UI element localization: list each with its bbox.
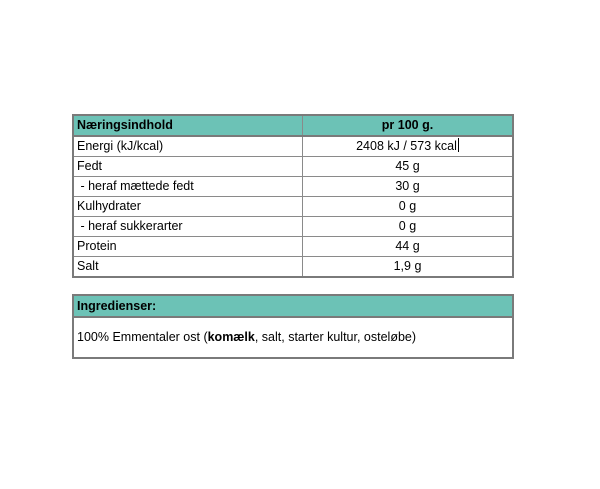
ingredients-text-start: 100% Emmentaler ost ( bbox=[77, 330, 208, 344]
ingredients-allergen: komælk bbox=[207, 330, 255, 344]
nutrition-table bbox=[72, 114, 514, 278]
nutrition-row-label: Protein bbox=[73, 237, 303, 257]
nutrition-row-label: - heraf sukkerarter bbox=[73, 217, 303, 237]
nutrition-header-label: Næringsindhold bbox=[73, 115, 303, 136]
nutrition-row-value: 45 g bbox=[303, 157, 514, 177]
nutrition-row-fat bbox=[73, 157, 513, 177]
ingredients-header: Ingredienser: bbox=[74, 296, 512, 318]
ingredients-text bbox=[74, 318, 512, 357]
nutrition-row-protein bbox=[73, 237, 513, 257]
nutrition-row-label: - heraf mættede fedt bbox=[73, 177, 303, 197]
nutrition-row-value: 2408 kJ / 573 kcal bbox=[356, 139, 457, 153]
nutrition-row-saturated-fat bbox=[73, 177, 513, 197]
ingredients-text-end: , salt, starter kultur, osteløbe) bbox=[254, 330, 417, 344]
nutrition-row-value-cell[interactable] bbox=[303, 136, 514, 157]
nutrition-header-row bbox=[73, 115, 513, 136]
nutrition-row-label: Fedt bbox=[73, 157, 303, 177]
nutrition-row-label: Energi (kJ/kcal) bbox=[73, 136, 303, 157]
nutrition-row-salt bbox=[73, 257, 513, 278]
nutrition-row-label: Kulhydrater bbox=[73, 197, 303, 217]
ingredients-box bbox=[72, 294, 514, 359]
nutrition-row-carbohydrates bbox=[73, 197, 513, 217]
nutrition-row-label: Salt bbox=[73, 257, 303, 278]
nutrition-row-value: 1,9 g bbox=[303, 257, 514, 278]
nutrition-header-value: pr 100 g. bbox=[303, 115, 514, 136]
nutrition-row-value: 0 g bbox=[303, 217, 514, 237]
nutrition-row-value: 0 g bbox=[303, 197, 514, 217]
text-cursor bbox=[458, 138, 459, 152]
nutrition-row-value: 44 g bbox=[303, 237, 514, 257]
nutrition-row-energy bbox=[73, 136, 513, 157]
nutrition-row-value: 30 g bbox=[303, 177, 514, 197]
nutrition-row-sugars bbox=[73, 217, 513, 237]
